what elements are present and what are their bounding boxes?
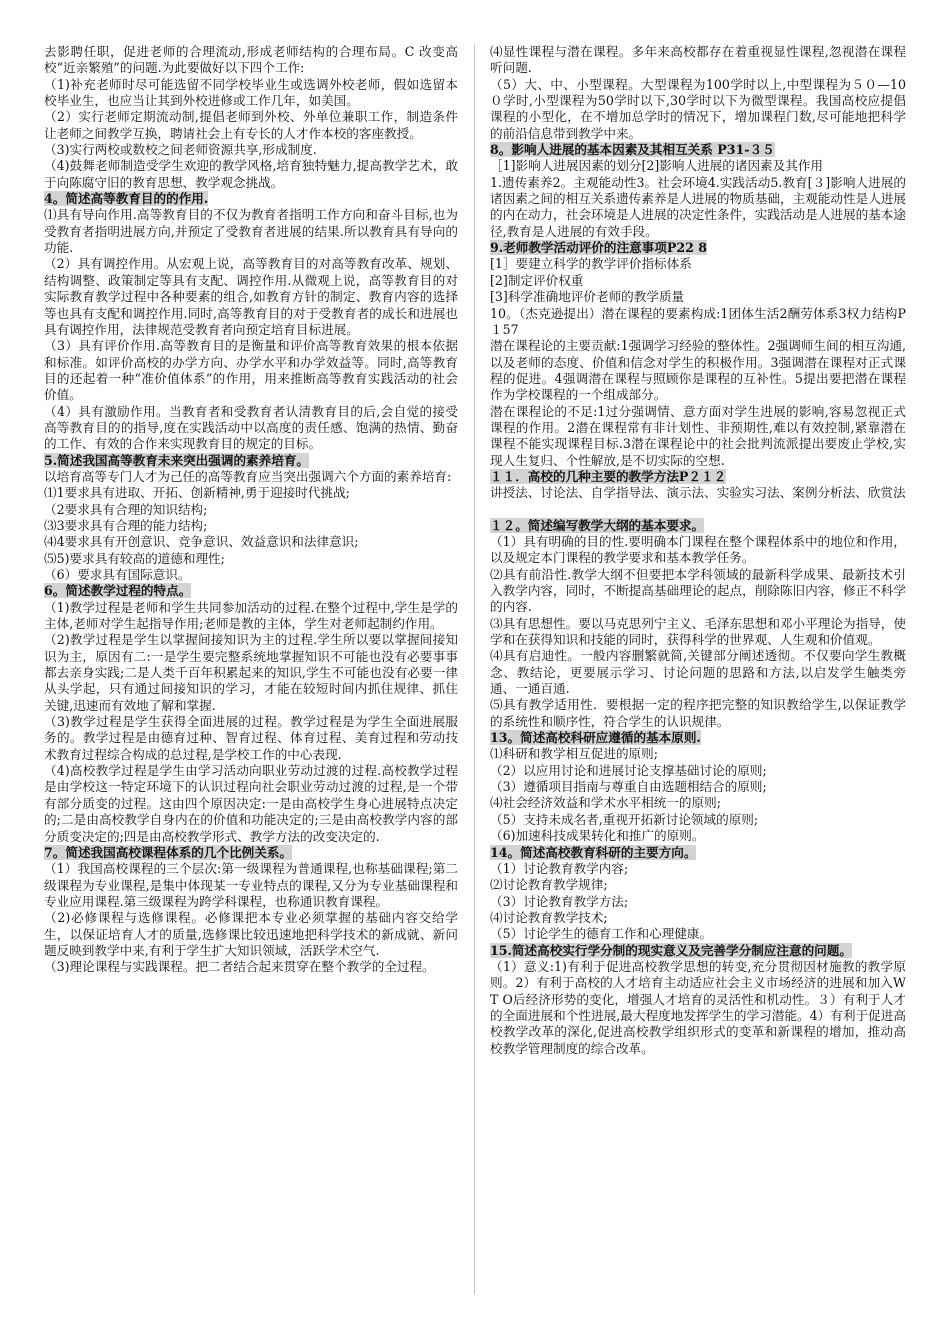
left-paragraph: ⑴具有导向作用.高等教育目的不仅为教育者指明工作方向和奋斗目标,也为受教育者指明进展方向,并预定了受教育者进展的结果.所以教育具有导向的功能.	[44, 207, 458, 256]
right-heading-text: １２。简述编写教学大纲的基本要求。	[490, 517, 705, 533]
right-heading	[490, 943, 906, 959]
right-heading	[490, 240, 906, 256]
left-paragraph: （1)教学过程是老师和学生共同参加活动的过程.在整个过程中,学生是学的主体,老师对学生起指导作用;老师是教的主体，学生对老师起制约作用。	[44, 599, 458, 632]
left-heading-text: 7。简述我国高校课程体系的几个比例关系。	[44, 844, 293, 860]
right-paragraph: 10。（杰克逊提出）潜在课程的要素构成:1团体生活2酬劳体系3权力结构P１57	[490, 305, 906, 337]
right-spacer	[490, 502, 906, 518]
left-paragraph: ⑴1要求具有进取、开拓、创新精神,勇于迎接时代挑战;	[44, 485, 350, 501]
left-heading	[44, 845, 458, 861]
right-paragraph: （6)加速科技成果转化和推广的原则。	[490, 828, 705, 844]
right-heading-text: 9.老师教学活动评价的注意事项P22 8	[490, 240, 708, 256]
left-paragraph: ⑶3要求具有合理的能力结构;	[44, 517, 208, 533]
right-paragraph: （2）以应用讨论和进展讨论支撑基础讨论的原则;	[490, 762, 767, 778]
right-paragraph: （1）意义:1)有利于促进高校教学思想的转变,充分贯彻因材施教的教学原则。2）有利于高校的人才培育主动适应社会主义市场经济的进展和加入WT O后经济形势的变化，增强人才培育的灵活性和机动性。３）有利于人才的全面进展和个性进展,最大程度地发挥学生的学习潜能。4）有利于促进高校教学改革的深化,促进高校教学组织形式的变革和新课程的增加，推动高校教学管理制度的综合改革。	[490, 958, 906, 1056]
right-column	[490, 44, 906, 1057]
left-paragraph: （6）要求具有国际意识。	[44, 567, 191, 582]
left-paragraph: （3)教学过程是学生获得全面进展的过程。教学过程是为学生全面进展服务的。教学过程是由德育过种、智育过程、体育过程、美育过程和劳动技术教育过程综合构成的总过程,是学校工作的中心表现.	[44, 714, 458, 762]
left-paragraph: （4)鼓舞老师制造受学生欢迎的教学风格,培育独特魅力,提高教学艺术，敢于向陈腐守旧的教育思想、教学观念挑战。	[44, 158, 458, 190]
right-paragraph: ⑷具有启迪性。一般内容删繁就简,关键部分阐述透彻。不仅要向学生教概念、教结论，更要展示学习、讨论问题的思路和方法,以启发学生触类旁通、一通百通.	[490, 648, 906, 697]
right-heading	[490, 142, 906, 158]
left-heading	[44, 453, 458, 469]
left-paragraph: ⑸5)要求具有较高的道德和理性;	[44, 550, 225, 566]
right-paragraph: 讲授法、讨论法、自学指导法、演示法、实验实习法、案例分析法、欣赏法	[490, 485, 906, 501]
right-paragraph: （1）讨论教育教学内容;	[490, 860, 629, 876]
right-paragraph: ⑷讨论教育教学技术;	[490, 909, 608, 925]
right-paragraph: 潜在课程论的主要贡献:1强调学习经验的整体性。2强调师生间的相互沟通,以及老师的态度、价值和信念对学生的积极作用。3强调潜在课程对正式课程的促进。4强调潜在课程与照顾你是课程的互补性。5提出要把潜在课程作为学校课程的一个组成部分。	[490, 338, 906, 403]
left-paragraph: （2要求具有合理的知识结构;	[44, 501, 208, 517]
right-paragraph: ⑵讨论教育教学规律;	[490, 877, 608, 893]
left-heading-text: 5.简述我国高等教育未来突出强调的素养培育。	[44, 452, 310, 468]
right-paragraph: [2]制定评价权重	[490, 272, 584, 288]
right-paragraph: （1）具有明确的目的性.要明确本门课程在整个课程体系中的地位和作用，以及规定本门课程的教学要求和基本教学任务。	[490, 533, 906, 566]
right-paragraph: ⑷显性课程与潜在课程。多年来高校都存在着重视显性课程,忽视潜在课程听问题.	[490, 44, 906, 76]
left-heading-text: 4。简述高等教育目的的作用.	[44, 191, 209, 207]
right-heading-text: 13。简述高校科研应遵循的基本原则.	[490, 730, 701, 746]
left-paragraph: （3)理论课程与实践课程。把二者结合起来贯穿在整个教学的全过程。	[44, 959, 435, 975]
left-paragraph: （1）我国高校课程的三个层次:第一级课程为普通课程,也称基础课程;第二级课程为专业课程,是集中体现某一专业特点的课程,又分为专业基础课程和专业应用课程.第三级课程为跨学科课程，也称通识教育课程。	[44, 861, 458, 909]
right-paragraph: 潜在课程论的不足:1过分强调情、意方面对学生进展的影响,容易忽视正式课程的作用。2潜在课程常有非计划性、非预期性,难以有效控制,紧靠潜在课程不能实现课程目标.3潜在课程论中的社会批判流派提出要废止学校,实现人生复归、个性解放,是不切实际的空想.	[490, 403, 906, 468]
right-paragraph: ⑴科研和教学相互促进的原则;	[490, 746, 658, 762]
right-paragraph: [3]科学准确地评价老师的教学质量	[490, 289, 685, 305]
left-paragraph: （2)必修课程与选修课程。必修课把本专业必须掌握的基础内容交给学生，以保证培育人才的质量,选修课比较迅速地把科学技术的新成就、新问题反映到教学中来,有利于学生扩大知识领域，活跃学术空气.	[44, 910, 458, 958]
left-column	[44, 44, 458, 976]
right-paragraph: （5）大、中、小型课程。大型课程为100学时以上,中型课程为５０—10０学时,小型课程为50学时以下,30学时以下为微型课程。我国高校应提倡课程的小型化，在不增加总学时的情况下，增加课程门数,尽可能地把科学的前沿信息带到教学中来。	[490, 76, 906, 141]
left-paragraph: （2）实行老师定期流动制,提倡老师到外校、外单位兼职工作，制造条件让老师之间教学互换，聘请社会上有专长的人才作本校的客座教授。	[44, 109, 458, 141]
left-paragraph: （1)补充老师时尽可能选留不同学校毕业生或选调外校老师，假如选留本校毕业生，也应当让其到外校进修或工作几年，如美国。	[44, 76, 458, 109]
left-paragraph: ⑷4要求具有开创意识、竞争意识、效益意识和法律意识;	[44, 534, 359, 550]
left-paragraph: 以培育高等专门人才为己任的高等教育应当突出强调六个方面的素养培育:	[44, 468, 452, 484]
right-paragraph: ［1]影响人进展因素的划分[2]影响人进展的诸因素及其作用	[490, 158, 824, 174]
right-paragraph: （3）遵循项目指南与尊重自由选题相结合的原则;	[490, 779, 767, 795]
right-paragraph: ⑷社会经济效益和学术水平相统一的原则;	[490, 795, 721, 811]
right-heading-text: １１．高校的几种主要的教学方法P２１２	[490, 468, 727, 484]
left-paragraph: 去影聘任职，促进老师的合理流动,形成老师结构的合理布局。C 改变高校“近亲繁殖”的问题.为此要做好以下四个工作:	[44, 44, 458, 76]
right-paragraph: [1］要建立科学的教学评价指标体系	[490, 256, 692, 272]
right-heading	[490, 845, 906, 861]
left-paragraph: （4)高校教学过程是学生由学习活动向职业劳动过渡的过程.高校教学过程是由学校这一特定环境下的认识过程向社会职业劳动过渡的过程,是一个带有部分质变的过程。这由四个原因决定:一是由高校学生身心进展特点决定的;二是由高校教学自身内在的价值和功能决定的;三是由高校教学内容的部分质变决定的;四是由高校教学形式、教学方法的改变决定的.	[44, 763, 458, 844]
right-heading	[490, 518, 906, 534]
column-divider	[474, 44, 475, 1294]
left-paragraph: （3)实行两校或数校之间老师资源共享,形成制度.	[44, 142, 317, 158]
left-paragraph: （2)教学过程是学生以掌握间接知识为主的过程.学生所以要以掌握间接知识为主，原因有二:一是学生要完整系统地掌握知识不可能也没有必要事事都去亲身实践;二是人类千百年积累起来的知识,学生不可能也没有必要一律从头学起，只有通过间接知识的学习，才能在较短时间内抓住规律、抓住关键,迅速而有效地了解和掌握.	[44, 632, 458, 713]
right-paragraph: ⑸具有教学适用性．要根据一定的程序把完整的知识教给学生,以保证教学的系统性和顺序性，符合学生的认识规律。	[490, 697, 906, 729]
right-heading	[490, 730, 906, 746]
left-heading-text: 6。简述教学过程的特点。	[44, 583, 192, 599]
right-paragraph: ⑶具有思想性。要以马克思列宁主义、毛泽东思想和邓小平理论为指导，使学和在获得知识和技能的同时，获得科学的世界观、人生观和价值观。	[490, 615, 906, 648]
right-paragraph: 1.遗传素养2。主观能动性3。社会环境4.实践活动5.教育[３]影响人进展的诸因素之间的相互关系遗传素养是人进展的物质基础，主观能动性是人进展的内在动力，社会环境是人进展的决定性条件，实践活动是人进展的基本途径,教育是人进展的有效手段。	[490, 174, 906, 239]
right-paragraph: （5）讨论学生的德育工作和心理健康。	[490, 926, 713, 942]
right-heading	[490, 469, 906, 485]
right-paragraph: （5）支持未成名者,重视开拓新讨论领域的原则;	[490, 811, 759, 827]
right-heading-text: 8。影响人进展的基本因素及其相互关系 P31-３５	[490, 142, 775, 158]
right-paragraph: ⑵具有前沿性.教学大纲不但要把本学科领域的最新科学成果、最新技术引入教学内容，同时，不断提高基础理论的起点，削除陈旧内容，修正不科学的内容.	[490, 566, 906, 615]
right-paragraph: （3）讨论教育教学方法;	[490, 893, 629, 909]
left-paragraph: （4）具有激励作用。当教育者和受教育者认清教育目的后,会自觉的接受高等教育目的的指导,度在实践活动中以高度的责任感、饱满的热情、勤奋的工作、有效的合作来实现教育目的规定的目标。	[44, 403, 458, 452]
right-heading-text: 15.简述高校实行学分制的现实意义及完善学分制应注意的问题。	[490, 942, 852, 958]
left-heading	[44, 191, 458, 207]
left-paragraph: （3）具有评价作用.高等教育目的是衡量和评价高等教育效果的根本依据和标准。如评价高校的办学方向、办学水平和办学效益等。同时,高等教育目的还起着一种“准价值体系”的作用，用来推断高等教育实践活动的社会价值。	[44, 338, 458, 403]
left-paragraph: （2）具有调控作用。从宏观上说，高等教育目的对高等教育改革、规划、结构调整、政策制定等具有支配、调控作用.从微观上说，高等教育目的对实际教育教学过程中各种要素的组合,如教育方针的制定、教育内容的选择等也具有支配和调控作用.同时,高等教育目的对于受教育者的成长和进展也具有调控作用，法律规范受教育者向预定培育目标进展。	[44, 256, 458, 337]
right-heading-text: 14。简述高校教育科研的主要方向。	[490, 844, 697, 860]
left-heading	[44, 583, 458, 599]
